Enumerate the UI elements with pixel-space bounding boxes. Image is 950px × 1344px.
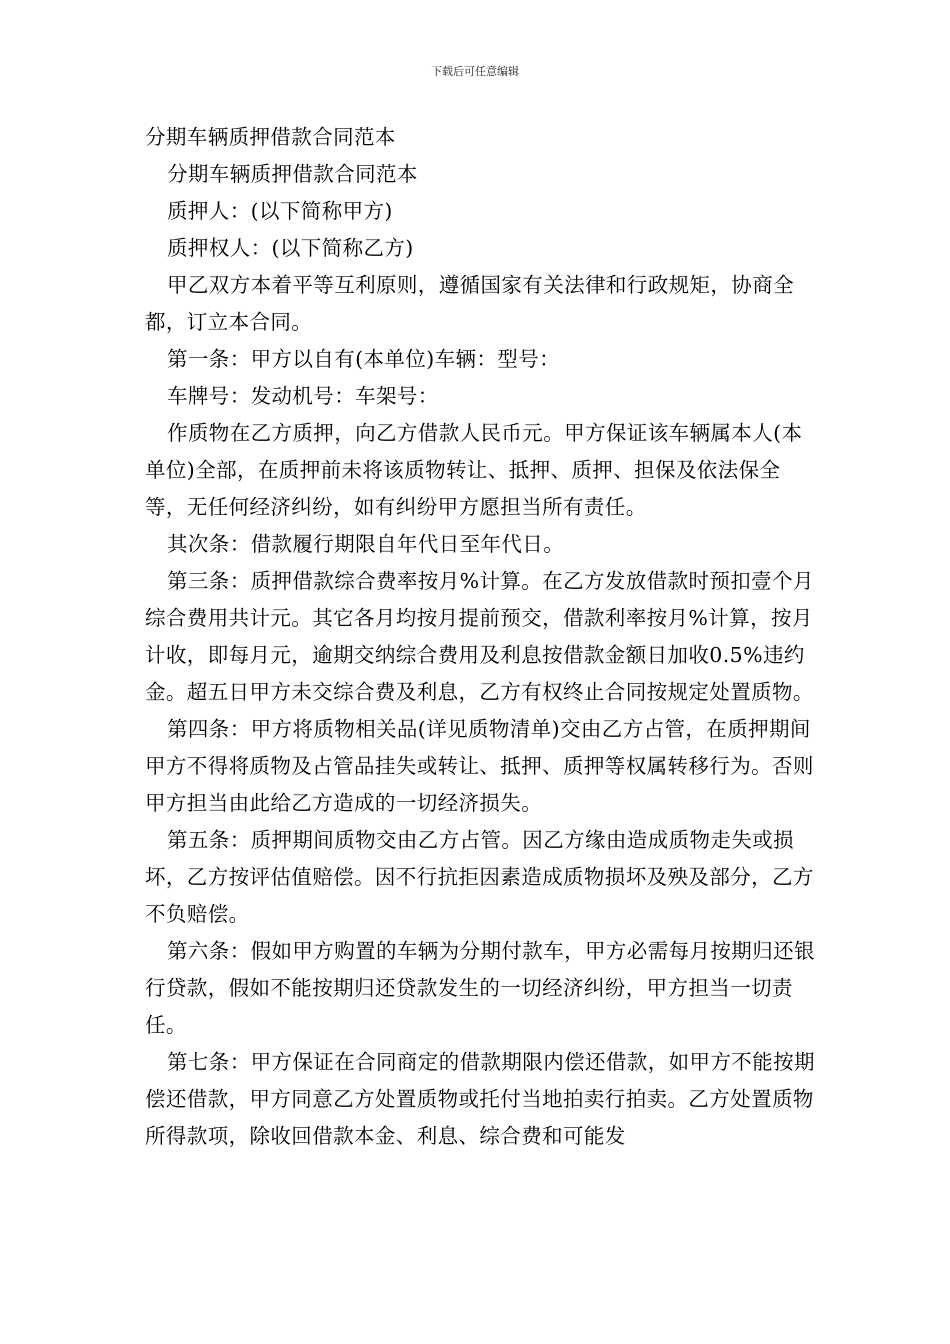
document-subtitle: 分期车辆质押借款合同范本	[167, 162, 418, 186]
article-4: 第四条：甲方将质物相关品(详见质物清单)交由乙方占管，在质押期间甲方不得将质物及占管品挂失或转让、抵押、质押等权属转移行为。否则甲方担当由此给乙方造成的一切经济损失。	[145, 717, 814, 815]
page-header: 下载后可任意编辑	[431, 65, 519, 78]
document-title: 分期车辆质押借款合同范本	[145, 125, 396, 149]
article-6: 第六条：假如甲方购置的车辆为分期付款车，甲方必需每月按期归还银行贷款，假如不能按期归还贷款发生的一切经济纠纷，甲方担当一切责任。	[145, 939, 815, 1037]
article-1-body: 作质物在乙方质押，向乙方借款人民币元。甲方保证该车辆属本人(本单位)全部，在质押前未将该质物转让、抵押、质押、担保及依法保全等，无任何经济纠纷，如有纠纷甲方愿担当所有责任。	[145, 421, 803, 519]
preamble-paragraph: 甲乙双方本着平等互利原则，遵循国家有关法律和行政规矩，协商全都，订立本合同。	[145, 273, 794, 334]
article-3: 第三条：质押借款综合费率按月%计算。在乙方发放借款时预扣壹个月综合费用共计元。其它各月均按月提前预交，借款利率按月%计算，按月计收，即每月元，逾期交纳综合费用及利息按借款金额日加收0.5%违约金。超五日甲方未交综合费及利息，乙方有权终止合同按规定处置质物。	[145, 569, 814, 704]
pledgee-line: 质押权人：(以下简称乙方)	[167, 236, 414, 260]
document-body	[145, 119, 815, 1155]
article-5: 第五条：质押期间质物交由乙方占管。因乙方缘由造成质物走失或损坏，乙方按评估值赔偿。因不行抗拒因素造成质物损坏及殃及部分，乙方不负赔偿。	[145, 828, 814, 926]
article-1-line-2: 车牌号：发动机号：车架号：	[167, 384, 439, 408]
article-2: 其次条：借款履行期限自年代日至年代日。	[167, 532, 565, 556]
article-1-line-1: 第一条：甲方以自有(本单位)车辆：型号：	[167, 347, 560, 371]
pledgor-line: 质押人：(以下简称甲方)	[167, 199, 393, 223]
article-7: 第七条：甲方保证在合同商定的借款期限内偿还借款，如甲方不能按期偿还借款，甲方同意乙方处置质物或托付当地拍卖行拍卖。乙方处置质物所得款项，除收回借款本金、利息、综合费和可能发	[145, 1050, 815, 1148]
